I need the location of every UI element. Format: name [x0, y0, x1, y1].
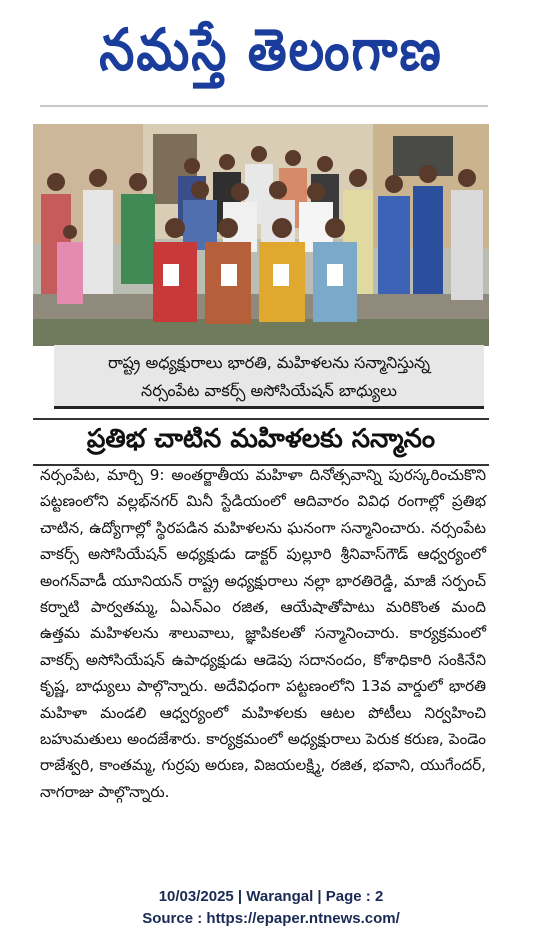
caption-line-2: నర్సంపేట వాకర్స్ అసోసియేషన్ బాధ్యులు: [141, 381, 397, 400]
article-body: [40, 462, 486, 805]
group-photo-image: [33, 124, 489, 346]
article-headline: ప్రతిభ చాటిన మహిళలకు సన్మానం: [33, 418, 489, 466]
masthead: [0, 0, 542, 100]
edition-info: 10/03/2025 | Warangal | Page : 2: [158, 888, 384, 905]
article-paragraph: నర్సంపేట, మార్చి 9: అంతర్జాతీయ మహిళా దినోత్సవాన్ని పురస్కరించుకొని పట్టణంలోని వల్లభ్‌నగర్ మినీ స్టేడియంలో ఆదివారం వివిధ రంగాల్లో ప్రతిభ చాటిన, ఉద్యోగాల్లో స్థిరపడిన మహిళలను ఘనంగా సన్మానించారు. నర్సంపేట వాకర్స్ అసోసియేషన్ అధ్యక్షుడు డాక్టర్ పుల్లూరి శ్రీనివాస్‌గౌడ్ ఆధ్వర్యంలో అంగన్‌వాడీ యూనియన్ రాష్ట్ర అధ్యక్షురాలు నల్లా భారతిరెడ్డి, మాజీ సర్పంచ్ కర్నాటి పార్వతమ్మ, ఏఎన్‌ఎం రజిత, ఆయేషాతోపాటు మరికొంత మంది ఉత్తమ మహిళలను శాలువాలు, జ్ఞాపికలతో సన్మానించారు. కార్యక్రమంలో వాకర్స్ అసోసియేషన్ ఉపాధ్యక్షుడు ఆడెపు సదానందం, కోశాధికారి సంకినేని కృష్ణ, బాధ్యులు పాల్గొన్నారు. అదేవిధంగా పట్టణంలోని 13వ వార్డులో భారతి మహిళా మండలి ఆధ్వర్యంలో మహిళలకు ఆటల పోటీలు నిర్వహించి బహుమతులు అందజేశారు. కార్యక్రమంలో అధ్యక్షురాలు పెరుక కరుణ, పెండెం రాజేశ్వరి, కాంతమ్మ, గుర్రపు అరుణ, విజయలక్ష్మి, రజిత, భవాని, యుగేందర్, నాగరాజు పాల్గొన్నారు.: [40, 466, 486, 801]
newspaper-title: నమస్తే తెలంగాణ: [99, 16, 443, 84]
photo-caption: [54, 345, 484, 409]
source-link[interactable]: Source : https://epaper.ntnews.com/: [142, 910, 400, 927]
page-footer: [0, 886, 542, 930]
news-photo: [33, 124, 489, 346]
caption-line-1: రాష్ట్ర అధ్యక్షురాలు భారతి, మహిళలను సన్మానిస్తున్న: [107, 353, 430, 372]
masthead-divider: [40, 105, 488, 107]
